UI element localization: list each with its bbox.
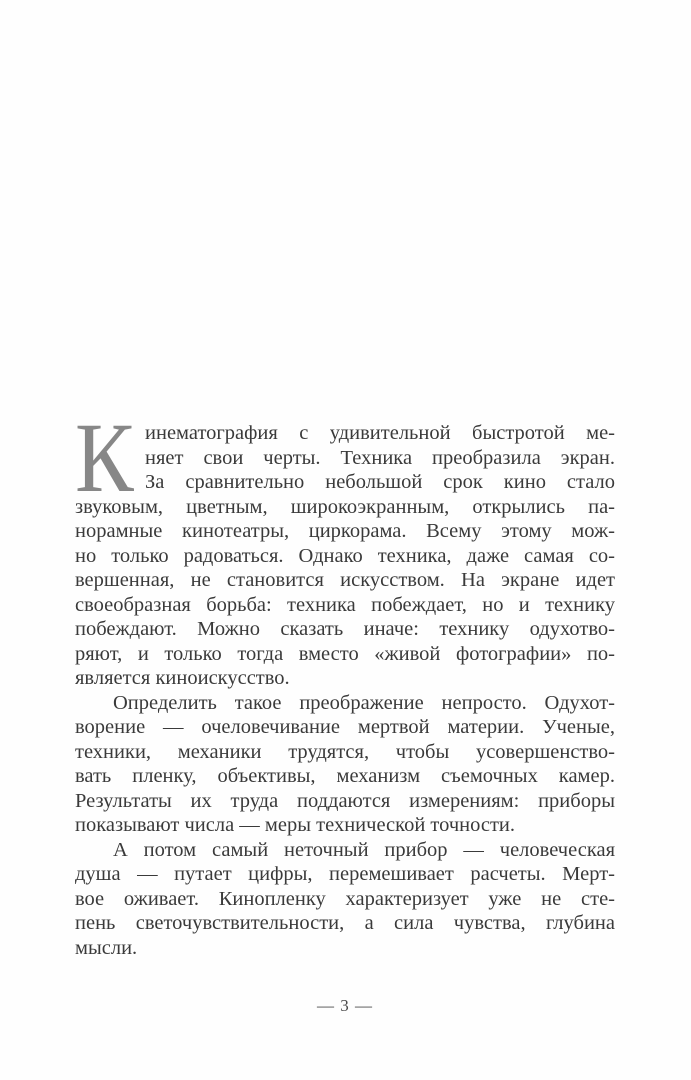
text-line: но только радоваться. Однако техника, даже самая со- <box>75 544 615 567</box>
text-line: Определить такое преображение непросто. Одухот- <box>113 691 615 714</box>
text-line: няет свои черты. Техника преобразила экран. <box>145 446 615 469</box>
text-line: А потом самый неточный прибор — человеческая <box>113 838 615 861</box>
page-text <box>75 402 615 960</box>
text-line: инематография с удивительной быстротой ме- <box>145 422 615 444</box>
text-line: норамные кинотеатры, циркорама. Всему этому мож- <box>75 520 615 542</box>
paragraph-3 <box>75 838 615 961</box>
paragraph-2 <box>75 691 615 838</box>
drop-cap-letter: К <box>75 402 134 513</box>
text-line: мысли. <box>75 936 138 959</box>
text-line: техники, механики трудятся, чтобы усовершенство- <box>75 740 615 763</box>
text-line: душа — путает цифры, перемешивает расчеты. Мерт- <box>75 863 615 885</box>
text-line: побеждают. Можно сказать иначе: технику одухотво- <box>75 618 615 640</box>
text-line: является киноискусство. <box>75 667 290 689</box>
text-line: показывают числа — меры технической точности. <box>75 814 516 836</box>
text-line: звуковым, цветным, широкоэкранным, открылись па- <box>75 495 615 518</box>
text-line: пень светочувствительности, а сила чувства, глубина <box>75 912 615 934</box>
text-line: ворение — очеловечивание мертвой материи. Ученые, <box>75 716 615 738</box>
page-number: — 3 — <box>317 996 373 1015</box>
text-line: своеобразная борьба: техника побеждает, но и технику <box>75 593 615 616</box>
text-line: ряют, и только тогда вместо «живой фотографии» по- <box>75 642 615 665</box>
text-line: вать пленку, объективы, механизм съемочных камер. <box>75 765 615 787</box>
text-line: вершенная, не становится искусством. На экране идет <box>75 569 615 591</box>
text-line: За сравнительно небольшой срок кино стало <box>145 471 615 493</box>
text-line: Результаты их труда поддаются измерениям: приборы <box>75 789 615 812</box>
paragraph-1 <box>75 402 615 691</box>
text-line: вое оживает. Кинопленку характеризует уже не сте- <box>75 887 615 910</box>
